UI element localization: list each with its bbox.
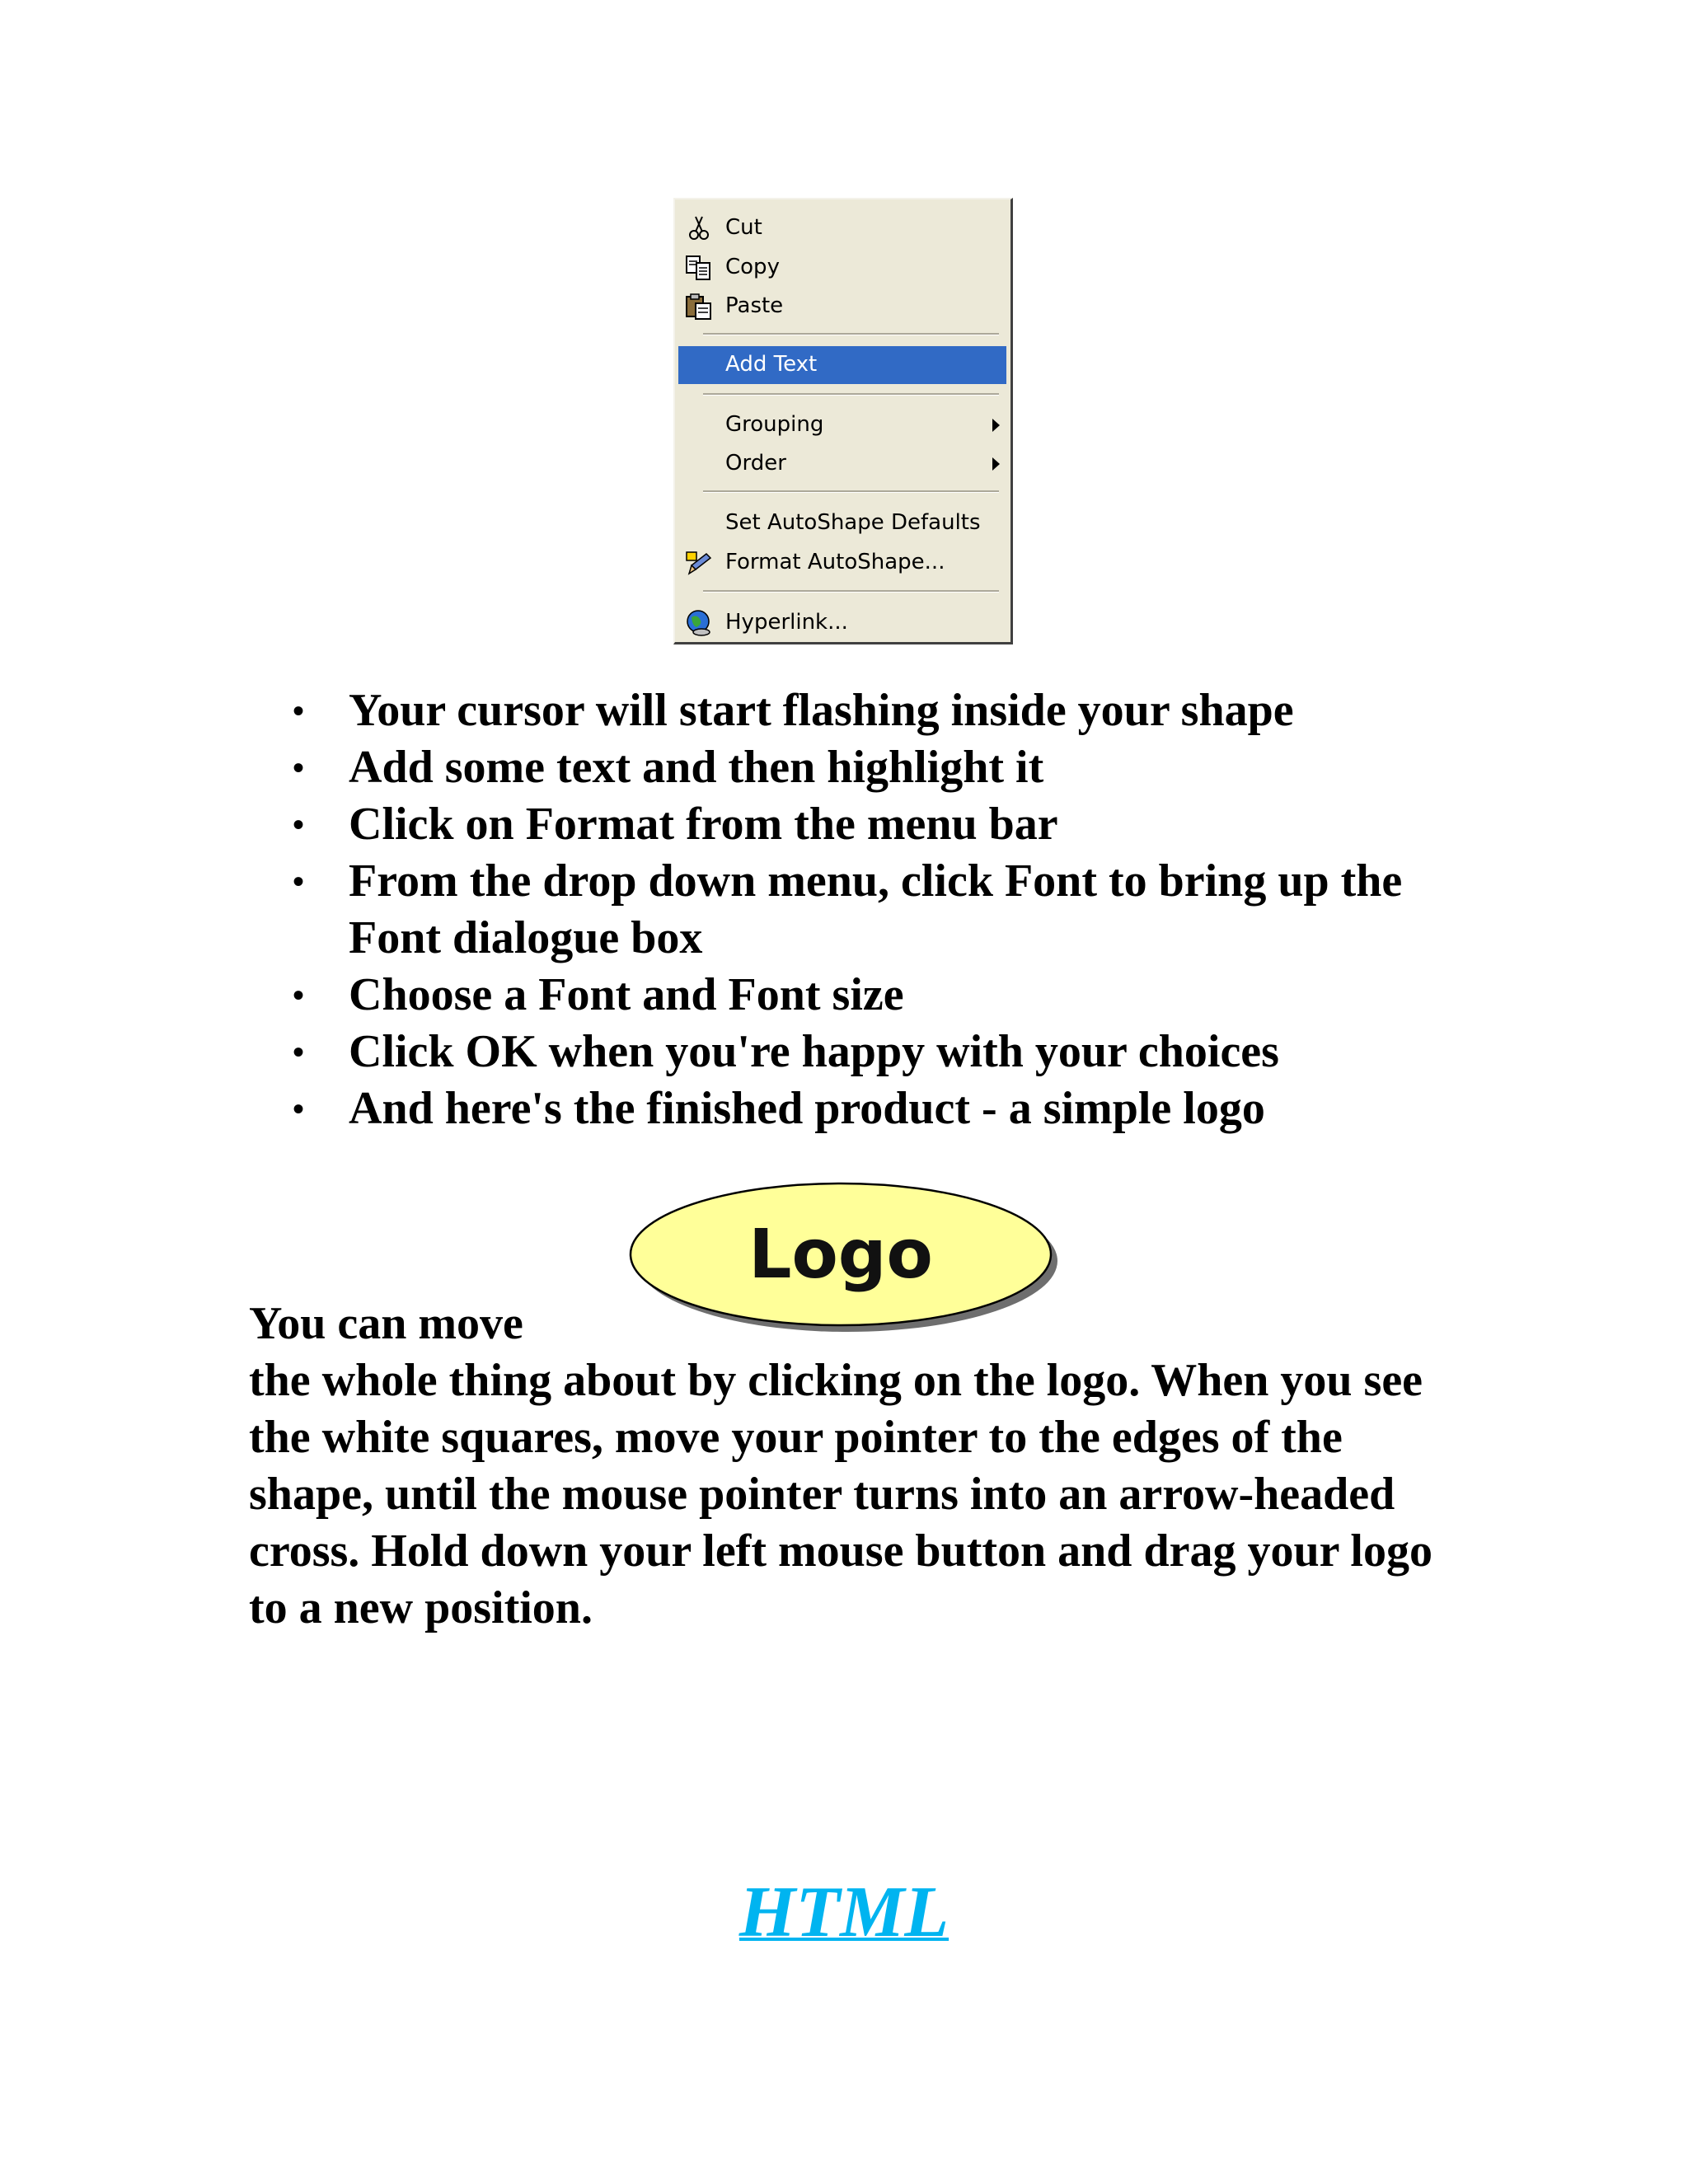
menu-separator xyxy=(703,393,999,396)
menu-item-paste[interactable] xyxy=(678,288,1006,326)
logo-ellipse xyxy=(626,1177,1065,1338)
bullet-icon: • xyxy=(293,749,305,786)
bullet-icon: • xyxy=(293,977,305,1014)
list-item: • Click OK when you're happy with your choices xyxy=(293,1024,1447,1080)
submenu-arrow-icon xyxy=(992,457,1000,471)
menu-item-label: Cut xyxy=(725,215,762,240)
menu-separator xyxy=(703,590,999,593)
bullet-icon: • xyxy=(293,863,305,900)
hyperlink-globe-icon xyxy=(685,609,713,637)
menu-item-copy[interactable] xyxy=(678,249,1006,287)
bullet-icon: • xyxy=(293,1033,305,1071)
html-link-text[interactable]: HTML xyxy=(738,1872,950,1952)
menu-item-label: Grouping xyxy=(725,412,824,437)
menu-item-label: Format AutoShape... xyxy=(725,550,945,574)
paragraph-body: the whole thing about by clicking on the logo. When you see the white squares, move your pointer to the edges of the shape, until the mouse pointer turns into an arrow-headed cross. Hold down your left mouse button and drag your logo to a new position. xyxy=(249,1355,1432,1633)
context-menu xyxy=(673,198,1013,644)
paragraph-first-line: You can move xyxy=(249,1298,523,1349)
menu-item-hyperlink[interactable] xyxy=(678,604,1006,642)
menu-item-label: Paste xyxy=(725,293,784,318)
paste-icon xyxy=(685,293,713,321)
copy-icon xyxy=(685,254,713,282)
menu-item-label: Add Text xyxy=(725,352,818,377)
menu-item-label: Copy xyxy=(725,255,780,279)
list-item: • Your cursor will start flashing inside your shape xyxy=(293,682,1447,739)
menu-item-format-autoshape[interactable] xyxy=(678,544,1006,582)
bullet-icon: • xyxy=(293,1090,305,1127)
menu-separator xyxy=(703,490,999,493)
format-autoshape-icon xyxy=(685,549,713,577)
menu-item-order[interactable] xyxy=(678,445,1006,483)
menu-item-cut[interactable] xyxy=(678,209,1006,247)
menu-item-label: Order xyxy=(725,451,786,476)
list-item: • Click on Format from the menu bar xyxy=(293,796,1447,853)
list-item: • Choose a Font and Font size xyxy=(293,967,1447,1024)
bullet-icon: • xyxy=(293,806,305,843)
menu-item-add-text[interactable] xyxy=(678,346,1006,384)
menu-separator xyxy=(703,333,999,335)
instruction-list xyxy=(293,682,1447,1137)
bullet-icon: • xyxy=(293,692,305,729)
list-item: • From the drop down menu, click Font to bring up the Font dialogue box xyxy=(293,853,1447,967)
menu-item-label: Hyperlink... xyxy=(725,610,848,635)
list-item: • And here's the finished product - a simple logo xyxy=(293,1080,1447,1137)
logo-text: Logo xyxy=(748,1216,933,1294)
list-item: • Add some text and then highlight it xyxy=(293,739,1447,796)
menu-item-label: Set AutoShape Defaults xyxy=(725,510,981,535)
menu-item-set-autoshape-defaults[interactable] xyxy=(678,504,1006,542)
scissors-icon xyxy=(685,214,713,242)
logo-shape[interactable] xyxy=(626,1177,1065,1338)
submenu-arrow-icon xyxy=(992,419,1000,432)
html-link[interactable] xyxy=(0,1871,1688,1954)
menu-item-grouping[interactable] xyxy=(678,406,1006,444)
